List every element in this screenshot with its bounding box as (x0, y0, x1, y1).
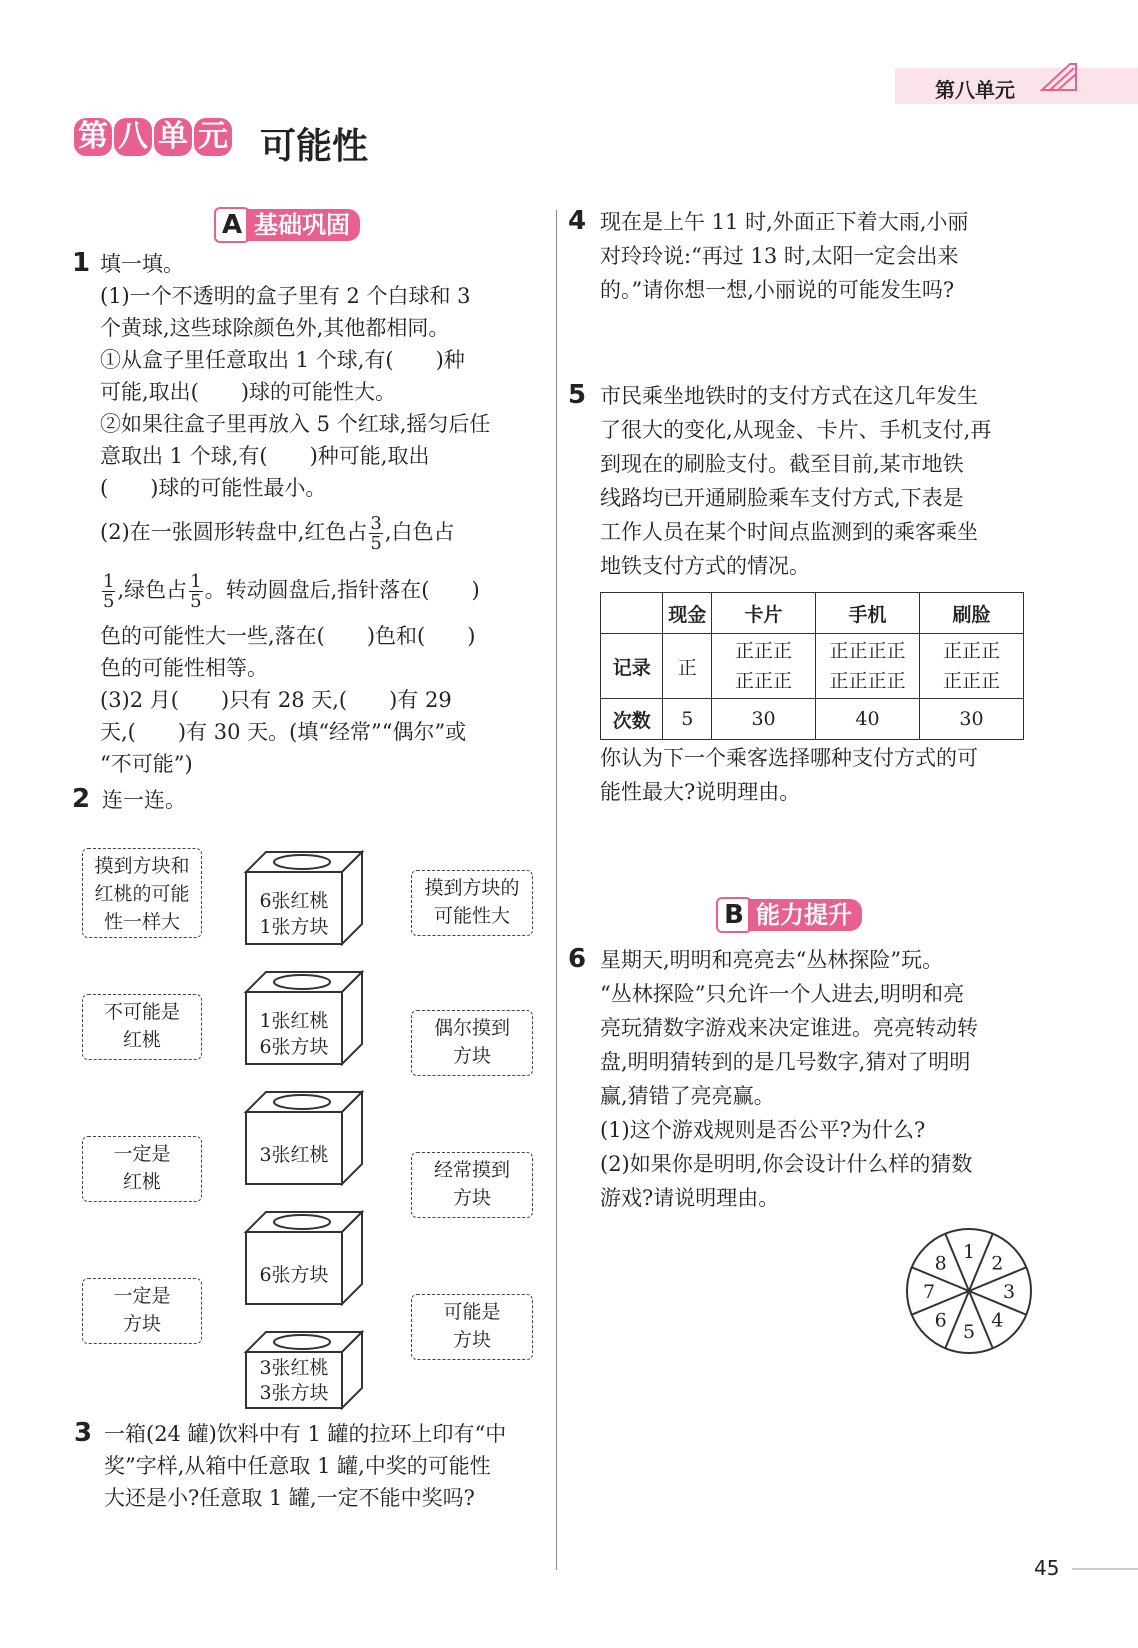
q1-line: ②如果往盒子里再放入 5 个红球,摇匀后任 (100, 412, 491, 436)
cube-text: 3张红桃 (259, 1144, 329, 1166)
q5-line: 到现在的刷脸支付。截至目前,某市地铁 (600, 452, 964, 476)
q5-line: 能性最大?说明理由。 (600, 780, 801, 804)
table-cell: 30 (920, 699, 1024, 740)
pencil-ruler-icon (1040, 60, 1080, 94)
row-label: 次数 (601, 699, 663, 740)
unit-tab (895, 68, 1138, 104)
denominator: 5 (190, 591, 202, 612)
table-row (601, 699, 1024, 740)
spinner-number: 2 (991, 1252, 1004, 1275)
q5-line: 线路均已开通刷脸乘车支付方式,下表是 (600, 486, 964, 510)
cube-label (246, 1262, 342, 1288)
spinner-number: 3 (1002, 1281, 1016, 1303)
q3-line: 大还是小?任意取 1 罐,一定不能中奖吗? (104, 1486, 475, 1510)
cube-text: 6张方块 (259, 1036, 329, 1058)
tally: 正正正 (735, 670, 793, 692)
page-rule (1072, 1568, 1138, 1570)
match-right-box[interactable] (411, 1294, 533, 1360)
table-header: 刷脸 (920, 593, 1024, 634)
box-text: 一定是 (113, 1143, 171, 1165)
unit-title-char: 八 (114, 118, 152, 156)
question-number: 4 (568, 206, 587, 236)
table-cell (920, 634, 1024, 699)
box-text: 红桃 (122, 1171, 161, 1193)
spinner-number: 1 (962, 1241, 976, 1263)
section-a-badge (214, 207, 360, 241)
section-letter: A (214, 207, 250, 243)
match-right-box[interactable] (411, 870, 533, 936)
question-number: 2 (72, 784, 91, 814)
table-header: 现金 (663, 593, 712, 634)
q1-line: ①从盒子里任意取出 1 个球,有( )种 (100, 348, 465, 372)
tally: 正正正 (942, 640, 1000, 662)
numerator: 1 (103, 571, 115, 592)
cube-text: 6张红桃 (259, 890, 329, 912)
q5-line: 你认为下一个乘客选择哪种支付方式的可 (600, 746, 978, 770)
q5-line: 了很大的变化,从现金、卡片、手机支付,再 (600, 418, 992, 442)
q4-line: 对玲玲说:“再过 13 时,太阳一定会出来 (600, 244, 959, 268)
q6-line: 赢,猜错了亮亮赢。 (600, 1084, 775, 1108)
unit-title-char: 元 (194, 118, 232, 156)
box-text: 一定是 (113, 1285, 171, 1307)
cube-text: 3张红桃 (259, 1357, 329, 1379)
page-number: 45 (1034, 1556, 1060, 1580)
q1-text: ,绿色占 (117, 578, 188, 602)
q1-line: 意取出 1 个球,有( )种可能,取出 (100, 444, 430, 468)
tally: 正正正 (735, 640, 793, 662)
q1-line: ( )球的可能性最小。 (100, 476, 327, 500)
q6-line: 游戏?请说明理由。 (600, 1186, 780, 1210)
cube-text: 6张方块 (259, 1264, 329, 1286)
q1-line: 填一填。 (100, 252, 184, 276)
q2-line: 连一连。 (102, 788, 186, 812)
q6-line: (2)如果你是明明,你会设计什么样的猜数 (600, 1152, 973, 1176)
table-cell: 40 (816, 699, 920, 740)
cube-label (246, 1356, 342, 1406)
q4-line: 现在是上午 11 时,外面正下着大雨,小丽 (600, 210, 969, 234)
q1-line: 个黄球,这些球除颜色外,其他都相同。 (100, 316, 450, 340)
q6-line: 亮玩猜数字游戏来决定谁进。亮亮转动转 (600, 1016, 978, 1040)
table-header: 卡片 (712, 593, 816, 634)
section-title: 基础巩固 (246, 209, 360, 241)
tally: 正正正正 (829, 670, 906, 692)
cube-label (246, 1142, 342, 1168)
question-number: 6 (568, 944, 587, 974)
q6-line: 盘,明明猜转到的是几号数字,猜对了明明 (600, 1050, 971, 1074)
q1-line: 色的可能性相等。 (100, 656, 268, 680)
question-number: 1 (72, 248, 91, 278)
table-cell: 30 (712, 699, 816, 740)
match-left-box[interactable] (82, 994, 202, 1060)
q6-line: 星期天,明明和亮亮去“丛林探险”玩。 (600, 948, 944, 972)
tally: 正 (677, 656, 697, 679)
cube-text: 1张红桃 (259, 1010, 329, 1032)
match-right-box[interactable] (411, 1010, 533, 1076)
box-text: 性一样大 (103, 911, 180, 933)
cube-label (246, 1008, 342, 1060)
numerator: 1 (190, 571, 202, 592)
q1-line: 天,( )有 30 天。(填“经常”“偶尔”或 (100, 720, 467, 744)
q1-line: (1)一个不透明的盒子里有 2 个白球和 3 (100, 284, 471, 308)
box-text: 红桃的可能 (94, 883, 190, 905)
fraction-red (369, 514, 382, 553)
question-number: 3 (74, 1418, 93, 1448)
q5-line: 地铁支付方式的情况。 (600, 554, 810, 578)
table-header: 手机 (816, 593, 920, 634)
q1-line: (3)2 月( )只有 28 天,( )有 29 (100, 688, 452, 712)
table-cell (712, 634, 816, 699)
section-b-badge (716, 897, 862, 931)
unit-title-badge (74, 118, 234, 166)
q1-text: ,白色占 (384, 520, 455, 544)
match-right-box[interactable] (411, 1152, 533, 1218)
cube-text: 3张方块 (259, 1382, 329, 1404)
q1-text: (2)在一张圆形转盘中,红色占 (100, 520, 368, 544)
q1-fraction-line-2 (100, 570, 480, 611)
question-number: 5 (568, 380, 587, 410)
table-cell (816, 634, 920, 699)
box-text: 不可能是 (103, 1001, 180, 1023)
section-letter: B (716, 897, 752, 933)
row-label: 记录 (601, 634, 663, 699)
box-text: 可能性大 (433, 905, 510, 927)
fraction-green (189, 572, 202, 611)
box-text: 红桃 (122, 1029, 161, 1051)
box-text: 方块 (452, 1187, 491, 1209)
q6-line: “丛林探险”只允许一个人进去,明明和亮 (600, 982, 965, 1006)
table-row (601, 634, 1024, 699)
spinner-number: 5 (962, 1321, 976, 1343)
q3-line: 奖”字样,从箱中任意取 1 罐,中奖的可能性 (104, 1454, 491, 1478)
box-text: 经常摸到 (433, 1159, 510, 1181)
box-text: 偶尔摸到 (433, 1017, 510, 1039)
table-cell: 5 (663, 699, 712, 740)
table-cell (663, 634, 712, 699)
table-cell (601, 593, 663, 634)
denominator: 5 (103, 591, 115, 612)
spinner-wheel (904, 1226, 1034, 1356)
unit-title-char: 第 (74, 118, 112, 156)
payment-table (600, 592, 1024, 740)
cube-text: 1张方块 (259, 916, 329, 938)
page-title: 可能性 (260, 126, 369, 167)
unit-title-char: 单 (154, 118, 192, 156)
column-divider (556, 210, 557, 1570)
numerator: 3 (370, 513, 382, 534)
q1-line: 色的可能性大一些,落在( )色和( ) (100, 624, 476, 648)
box-text: 方块 (452, 1329, 491, 1351)
q5-line: 工作人员在某个时间点监测到的乘客乘坐 (600, 520, 978, 544)
box-text: 可能是 (443, 1301, 501, 1323)
unit-tab-label: 第八单元 (935, 78, 1015, 102)
box-text: 方块 (452, 1045, 491, 1067)
match-left-box[interactable] (82, 1278, 202, 1344)
cube-label (246, 888, 342, 940)
section-title: 能力提升 (748, 899, 862, 931)
fraction-white (102, 572, 115, 611)
q1-fraction-line (100, 512, 455, 553)
q1-line: “不可能”) (100, 752, 193, 776)
box-text: 方块 (122, 1313, 161, 1335)
table-header-row (601, 593, 1024, 634)
denominator: 5 (370, 533, 382, 554)
box-text: 摸到方块的 (424, 877, 520, 899)
q5-line: 市民乘坐地铁时的支付方式在这几年发生 (600, 384, 978, 408)
spinner-number: 6 (934, 1309, 947, 1332)
tally: 正正正正 (829, 640, 906, 662)
tally: 正正正 (942, 670, 1000, 692)
q3-line: 一箱(24 罐)饮料中有 1 罐的拉环上印有“中 (104, 1422, 507, 1446)
q1-text: 。转动圆盘后,指针落在( ) (204, 578, 480, 602)
q6-line: (1)这个游戏规则是否公平?为什么? (600, 1118, 926, 1142)
spinner-number: 7 (922, 1281, 936, 1303)
match-left-box[interactable] (82, 1136, 202, 1202)
box-text: 摸到方块和 (94, 855, 190, 877)
spinner-number: 8 (934, 1252, 947, 1275)
q4-line: 的。”请你想一想,小丽说的可能发生吗? (600, 278, 955, 302)
spinner-number: 4 (991, 1309, 1004, 1332)
q1-line: 可能,取出( )球的可能性大。 (100, 380, 397, 404)
match-left-box[interactable] (82, 848, 202, 938)
